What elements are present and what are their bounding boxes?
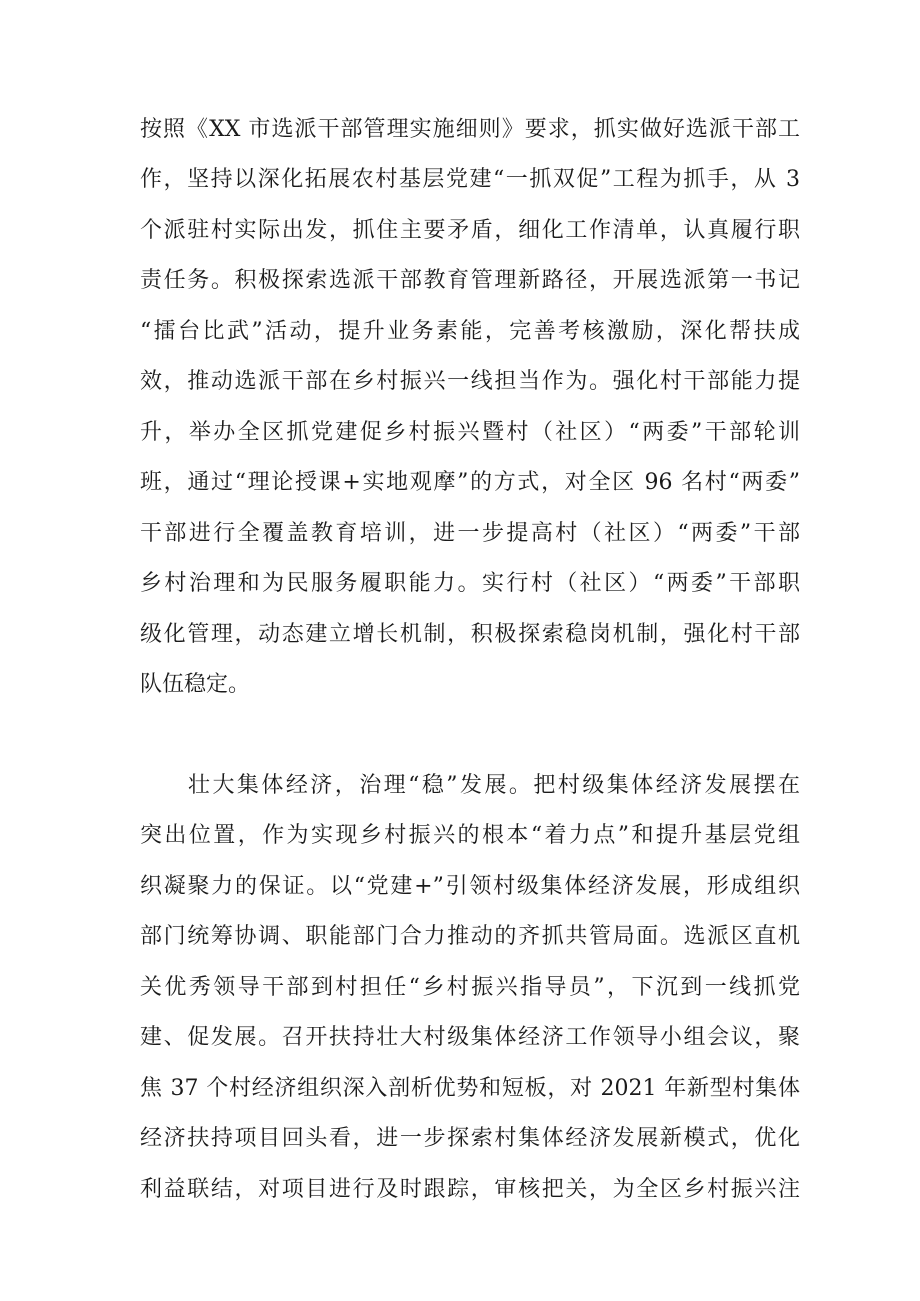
paragraph-1-line-1: 按照《XX 市选派干部管理实施细则》要求，抓实做好选派干部工	[140, 117, 800, 142]
paragraph-2-line-4: 部门统筹协调、职能部门合力推动的齐抓共管局面。选派区直机	[140, 924, 800, 949]
paragraph-2-line-9: 利益联结，对项目进行及时跟踪，审核把关，为全区乡村振兴注	[140, 1177, 800, 1202]
paragraph-2-line-3: 织凝聚力的保证。以“党建+”引领村级集体经济发展，形成组织	[140, 874, 800, 899]
paragraph-1-line-5: “擂台比武”活动，提升业务素能，完善考核激励，深化帮扶成	[140, 319, 800, 344]
paragraph-1-line-12: 队伍稳定。	[140, 672, 251, 697]
paragraph-2-line-2: 突出位置，作为实现乡村振兴的根本“着力点”和提升基层党组	[140, 823, 800, 848]
paragraph-1-line-2: 作，坚持以深化拓展农村基层党建“一抓双促”工程为抓手，从 3	[140, 167, 800, 192]
paragraph-1-line-6: 效，推动选派干部在乡村振兴一线担当作为。强化村干部能力提	[140, 369, 800, 394]
paragraph-1-line-11: 级化管理，动态建立增长机制，积极探索稳岗机制，强化村干部	[140, 622, 800, 647]
paragraph-2-line-7: 焦 37 个村经济组织深入剖析优势和短板，对 2021 年新型村集体	[140, 1076, 800, 1101]
paragraph-1-line-9: 干部进行全覆盖教育培训，进一步提高村（社区）“两委”干部	[140, 521, 800, 546]
paragraph-2-line-6: 建、促发展。召开扶持壮大村级集体经济工作领导小组会议，聚	[140, 1025, 800, 1050]
paragraph-2-line-1: 壮大集体经济，治理“稳”发展。把村级集体经济发展摆在	[188, 773, 800, 798]
paragraph-2-line-5: 关优秀领导干部到村担任“乡村振兴指导员”，下沉到一线抓党	[140, 975, 800, 1000]
paragraph-1-line-7: 升，举办全区抓党建促乡村振兴暨村（社区）“两委”干部轮训	[140, 420, 800, 445]
paragraph-2-line-8: 经济扶持项目回头看，进一步探索村集体经济发展新模式，优化	[140, 1126, 800, 1151]
paragraph-1-line-3: 个派驻村实际出发，抓住主要矛盾，细化工作清单，认真履行职	[140, 218, 800, 243]
paragraph-1-line-4: 责任务。积极探索选派干部教育管理新路径，开展选派第一书记	[140, 268, 800, 293]
paragraph-1-line-10: 乡村治理和为民服务履职能力。实行村（社区）“两委”干部职	[140, 571, 800, 596]
paragraph-1-line-8: 班，通过“理论授课+实地观摩”的方式，对全区 96 名村“两委”	[140, 470, 800, 495]
